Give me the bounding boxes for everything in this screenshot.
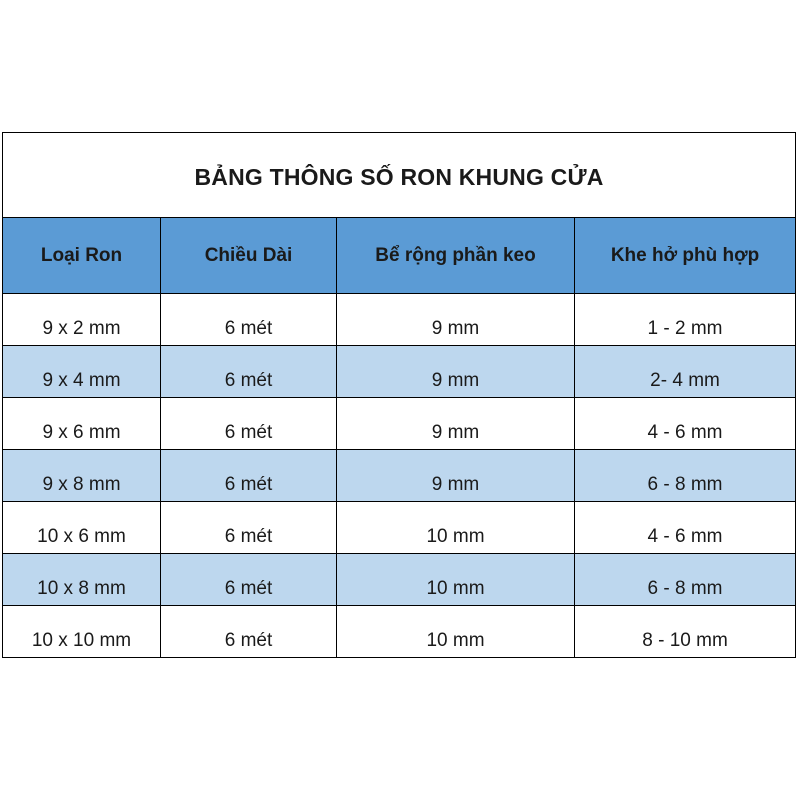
cell-gasket-type: 9 x 6 mm (3, 398, 161, 450)
spec-table (2, 132, 796, 658)
cell-gasket-type: 9 x 4 mm (3, 346, 161, 398)
cell-length: 6 mét (161, 346, 337, 398)
cell-suitable-gap: 8 - 10 mm (575, 606, 796, 658)
cell-suitable-gap: 4 - 6 mm (575, 398, 796, 450)
cell-length: 6 mét (161, 294, 337, 346)
cell-gasket-type: 9 x 8 mm (3, 450, 161, 502)
table-row (3, 294, 796, 346)
cell-adhesive-width: 10 mm (337, 502, 575, 554)
cell-suitable-gap: 6 - 8 mm (575, 554, 796, 606)
header-length: Chiều Dài (161, 218, 337, 294)
header-gasket-type: Loại Ron (3, 218, 161, 294)
table-row (3, 450, 796, 502)
cell-suitable-gap: 2- 4 mm (575, 346, 796, 398)
table-row (3, 346, 796, 398)
spec-table-container (2, 132, 795, 662)
cell-length: 6 mét (161, 502, 337, 554)
table-title: BẢNG THÔNG SỐ RON KHUNG CỬA (3, 133, 796, 218)
cell-length: 6 mét (161, 606, 337, 658)
table-row (3, 606, 796, 658)
cell-adhesive-width: 10 mm (337, 606, 575, 658)
cell-adhesive-width: 9 mm (337, 450, 575, 502)
header-adhesive-width: Bể rộng phần keo (337, 218, 575, 294)
cell-gasket-type: 10 x 8 mm (3, 554, 161, 606)
cell-gasket-type: 9 x 2 mm (3, 294, 161, 346)
cell-gasket-type: 10 x 6 mm (3, 502, 161, 554)
cell-gasket-type: 10 x 10 mm (3, 606, 161, 658)
cell-length: 6 mét (161, 398, 337, 450)
cell-adhesive-width: 9 mm (337, 346, 575, 398)
cell-length: 6 mét (161, 450, 337, 502)
cell-suitable-gap: 1 - 2 mm (575, 294, 796, 346)
cell-adhesive-width: 9 mm (337, 398, 575, 450)
header-row (3, 218, 796, 294)
table-row (3, 554, 796, 606)
cell-adhesive-width: 9 mm (337, 294, 575, 346)
header-suitable-gap: Khe hở phù hợp (575, 218, 796, 294)
table-row (3, 502, 796, 554)
cell-suitable-gap: 6 - 8 mm (575, 450, 796, 502)
cell-suitable-gap: 4 - 6 mm (575, 502, 796, 554)
cell-adhesive-width: 10 mm (337, 554, 575, 606)
table-row (3, 398, 796, 450)
title-row (3, 133, 796, 218)
cell-length: 6 mét (161, 554, 337, 606)
